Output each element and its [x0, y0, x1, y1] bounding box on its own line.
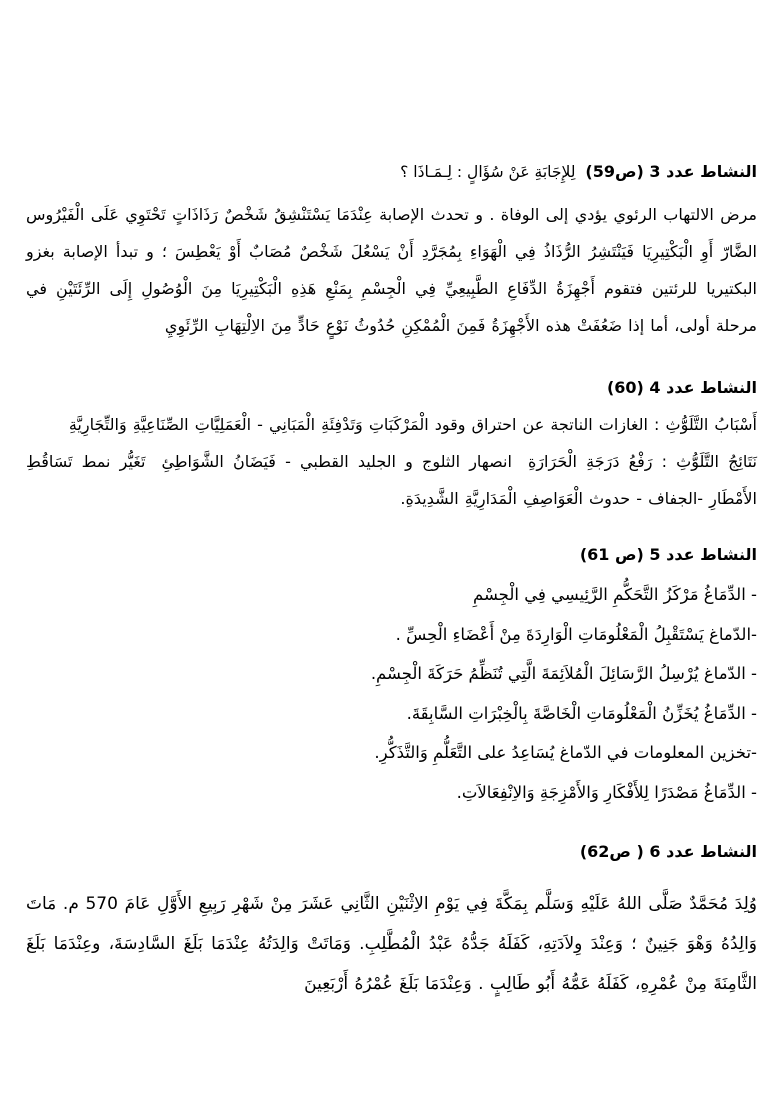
- activity-3-subtitle: لِلإِجَابَةِ عَنْ سُؤَالٍ : لِـمَـاذَا ؟: [400, 163, 576, 181]
- activity-3-heading: النشاط عدد 3 (ص59): [585, 162, 757, 181]
- activity-3-answer-paragraph: مرض الالتهاب الرئوي يؤدي إلى الوفاة . و تحدث الإصابة عِنْدَمَا يَسْتَنْشِقُ شَخْصٌ رَذَاذَاتٍ تَحْتَوِي عَلَى الْفَيْرُوس الضَّارّ أَوِ الْبَكْتِيرِيَا فَيَنْتَشِرُ الرُّذَاذُ فِي الْهَوَاءِ بِمُجَرَّدِ أَنْ يَسْعُلَ شَخْصٌ مُصَابٌ أَوْ يَعْطِسَ ؛ و تبدأ الإصابة بغزو البكتيريا للرئتين فتقوم أَجْهِزَةُ الدِّفَاعِ الطَّبِيعِيِّ فِي الْجِسْمِ بِمَنْعِ هَذِهِ الْبَكْتِيرِيَا مِنَ الْوُصُولِ إِلَى الرِّئَتَيْنِ في مرحلة أولى، أما إذا ضَعُفَتْ هذه الأَجْهِزَةُ فَمِنَ الْمُمْكِنِ حُدُوثُ نَوْعٍ حَادٍّ مِنَ الاِلْتِهَابِ الرِّئَوِيِ: [26, 205, 757, 335]
- list-item: - الدِّمَاغُ يُخَزِّنُ الْمَعْلُومَاتِ الْخَاصَّةَ بِالْخِبْرَاتِ السَّابِقَةَ.: [406, 703, 757, 723]
- prophet-biography-paragraph: وُلِدَ مُحَمَّدٌ صَلَّى اللهُ عَلَيْهِ وَسَلَّم بِمَكَّةَ فِي يَوْمِ الاِثْنَيْنِ الثَّانِي عَشَرَ مِنْ شَهْرِ رَبِيعِ الأَوَّلِ عَامَ 570 م. مَاتَ وَالِدُهُ وَهْوَ جَنِينٌ ؛ وَعِنْدَ وِلاَدَتِهِ، كَفَلَهُ جَدُّهُ عَبْدُ الْمُطَّلِبِ. وَمَاتَتْ وَالِدَتُهُ عِنْدَمَا بَلَغَ السَّادِسَةَ، وعِنْدَمَا بَلَغَ الثَّامِنَةَ مِنْ عُمْرِهِ، كَفَلَهُ عَمُّهُ أَبُو طَالِبٍ . وَعِنْدَمَا بَلَغَ عُمْرُهُ أَرْبَعِينَ: [26, 894, 757, 994]
- list-item: - الدِّمَاغُ مَرْكَزُ التَّحَكُّمِ الرَّئِيسِي فِي الْجِسْمِ: [472, 585, 757, 604]
- section-activity-4: [26, 376, 757, 517]
- section-activity-5: [26, 543, 757, 812]
- activity-3-title-row: [26, 160, 757, 184]
- activity-5-heading: النشاط عدد 5 (ص 61): [579, 545, 757, 564]
- list-item: - الدّماغ يُرْسِلُ الرَّسَائِلَ الْمُلاَئِمَةَ الَّتِي تُنَظِّمُ حَرَكَةَ الْجِسْمِ.: [370, 664, 757, 683]
- list-item: -تخزين المعلومات في الدّماغ يُسَاعِدُ على التَّعَلُّمِ وَالتَّذَكُّرِ.: [374, 743, 757, 762]
- pollution-causes-paragraph: أَسْبَابُ التَّلَوُّثِ : الغازات الناتجة عن احتراق وقود الْمَرْكَبَاتِ وَتَدْفِئَةِ الْمَبَانِي - الْعَمَلِيَّاتِ الصِّنَاعِيَّةِ وَالتِّجَارِيَّةِ: [68, 415, 757, 434]
- list-item: -الدّماغ يَسْتَقْبِلُ الْمَعْلُومَاتِ الْوَارِدَةَ مِنْ أَعْضَاءِ الْحِسِّ .: [395, 624, 757, 644]
- activity-6-heading: النشاط عدد 6 ( ص62): [579, 842, 757, 861]
- brain-functions-list: [26, 575, 757, 812]
- pollution-results-paragraph: نَتَائِجُ التَّلَوُّثِ : رَفْعُ دَرَجَةِ الْحَرَارَةِ انصهار الثلوج و الجليد القطبي - فَيَضَانُ الشَّوَاطِئِ تَغَيُّر نمط تَسَاقُطِ الأَمْطَارِ -الجفاف - حدوث الْعَوَاصِفِ الْمَدَارِيَّةِ الشَّدِيدَةِ.: [26, 452, 757, 508]
- section-activity-6: [26, 840, 757, 1004]
- activity-4-heading: النشاط عدد 4 (60): [606, 378, 757, 397]
- section-activity-3: [26, 160, 757, 344]
- list-item: - الدِّمَاغُ مَصْدَرًا لِلأَفْكَارِ وَالأَمْزِجَةِ وَالاِنْفِعَالاَتِ.: [456, 782, 757, 802]
